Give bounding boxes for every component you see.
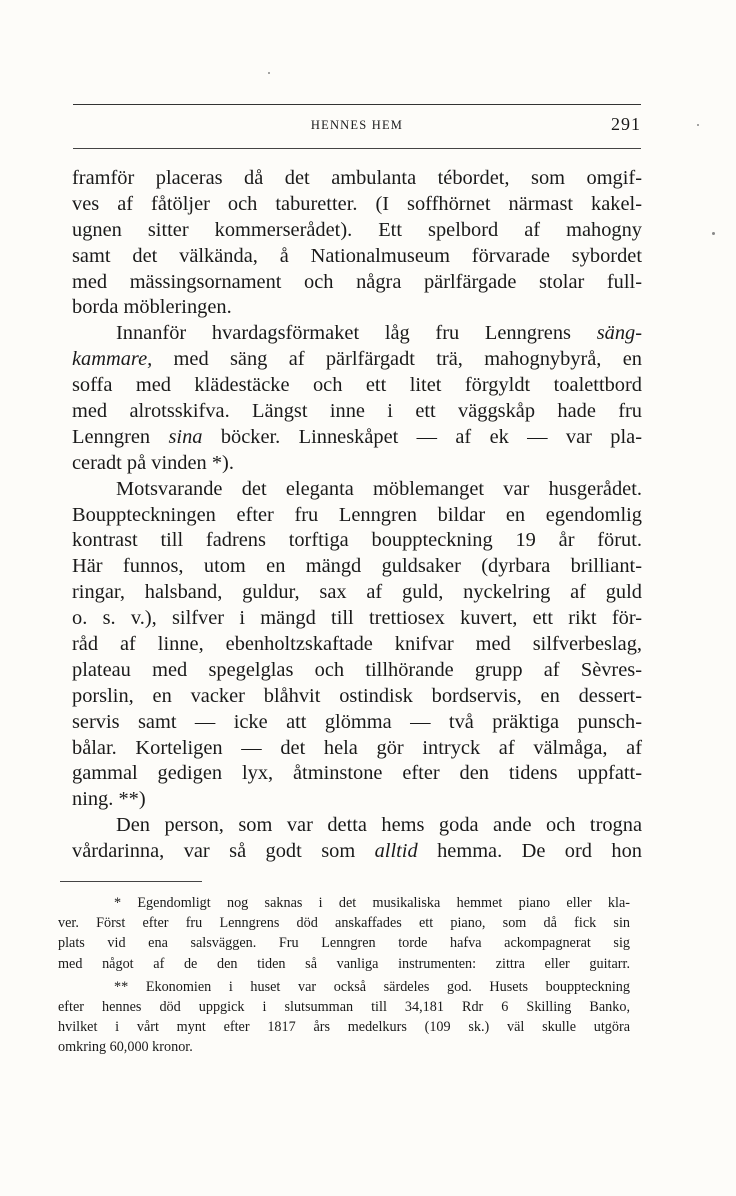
text-line: gammal gedigen lyx, åtminstone efter den tidens uppfatt- — [72, 762, 642, 785]
text-line: plateau med spegelglas och tillhörande grupp af Sèvres- — [72, 658, 642, 681]
text-line: med alrotsskifva. Längst inne i ett väggskåp hade fru — [72, 400, 642, 423]
text-line: ceradt på vinden *). — [72, 451, 234, 474]
text-line: Bouppteckningen efter fru Lenngren bildar en egendomlig — [72, 503, 642, 526]
scan-speck — [268, 72, 270, 74]
footnote-line: ** Ekonomien i huset var också särdeles god. Husets bouppteckning — [114, 978, 630, 995]
scan-speck — [697, 124, 699, 126]
text-line — [72, 347, 642, 373]
text-line: ves af fåtöljer och taburetter. (I soffhörnet närmast kakel- — [72, 192, 642, 215]
top-rule — [73, 104, 641, 105]
footnote-line: hvilket i vårt mynt efter 1817 års medelkurs (109 sk.) väl skulle utgöra — [58, 1019, 630, 1036]
running-title: HENNES HEM — [310, 118, 404, 132]
text-line: bålar. Korteligen — det hela gör intryck af välmåga, af — [72, 736, 642, 759]
footnote-rule — [60, 881, 202, 882]
text-line: ugnen sitter kommerserådet). Ett spelbord af mahogny — [72, 218, 642, 241]
italic-word: alltid — [374, 840, 418, 863]
text-line: framför placeras då det ambulanta tébordet, som omgif- — [72, 167, 642, 189]
text-line: kontrast till fadrens torftiga bouppteckning 19 år förut. — [72, 529, 642, 552]
footnote-line: med något af de den tiden så vanliga instrumenten: zittra eller guitarr. — [58, 955, 630, 972]
footnote-line: * Egendomligt nog saknas i det musikaliska hemmet piano eller kla- — [114, 895, 630, 911]
text-span: med säng af pärlfärgadt trä, mahognybyrå, en — [152, 348, 642, 371]
footnote-line: plats vid ena salsväggen. Fru Lenngren torde hafva ackompagnerat sig — [58, 935, 630, 952]
page-number: 291 — [611, 114, 641, 134]
text-span: hemma. De ord hon — [417, 840, 642, 863]
text-line: soffa med klädestäcke och ett litet förgyldt toalettbord — [72, 374, 642, 397]
italic-word: sina — [168, 425, 203, 448]
footnote-line: ver. Först efter fru Lenngrens död anskaffades ett piano, som då fick sin — [58, 915, 630, 932]
text-line — [72, 425, 642, 451]
text-line — [72, 839, 642, 865]
text-span: vårdarinna, var så godt som — [72, 840, 375, 863]
text-span: Innanför hvardagsförmaket låg fru Lenngrens — [116, 322, 597, 345]
text-line: borda möbleringen. — [72, 296, 232, 319]
italic-word: kammare, — [72, 348, 153, 371]
text-line: ringar, halsband, guldur, sax af guld, nyckelring af guld — [72, 581, 642, 604]
text-line: o. s. v.), silfver i mängd till trettiosex kuvert, ett rikt för- — [72, 607, 642, 630]
footnotes — [58, 893, 630, 1058]
text-line: porslin, en vacker blåhvit ostindisk bordservis, en dessert- — [72, 684, 642, 707]
italic-word: säng- — [596, 322, 642, 345]
text-line: ning. **) — [72, 788, 146, 811]
footnote-line: efter hennes död uppgick i slutsumman till 34,181 Rdr 6 Skilling Banko, — [58, 998, 630, 1015]
text-line: råd af linne, ebenholtzskaftade knifvar med silfverbeslag, — [72, 633, 642, 656]
scan-speck — [712, 232, 715, 235]
text-span: Lenngren — [72, 425, 169, 448]
text-line — [72, 321, 642, 347]
text-line: med mässingsornament och några pärlfärgade stolar full- — [72, 270, 642, 293]
page-header — [73, 114, 641, 138]
footnote-line: omkring 60,000 kronor. — [58, 1039, 193, 1056]
text-span: böcker. Linneskåpet — af ek — var pla- — [202, 425, 642, 448]
header-rule — [73, 148, 641, 149]
text-line: servis samt — icke att glömma — två präktiga punsch- — [72, 710, 642, 733]
text-line: Här funnos, utom en mängd guldsaker (dyrbara brilliant- — [72, 555, 642, 578]
text-line: Motsvarande det eleganta möblemanget var husgerådet. — [116, 477, 642, 500]
text-line: samt det välkända, å Nationalmuseum förvarade sybordet — [72, 244, 642, 267]
text-line: Den person, som var detta hems goda ande och trogna — [116, 814, 642, 837]
main-text — [72, 166, 642, 865]
